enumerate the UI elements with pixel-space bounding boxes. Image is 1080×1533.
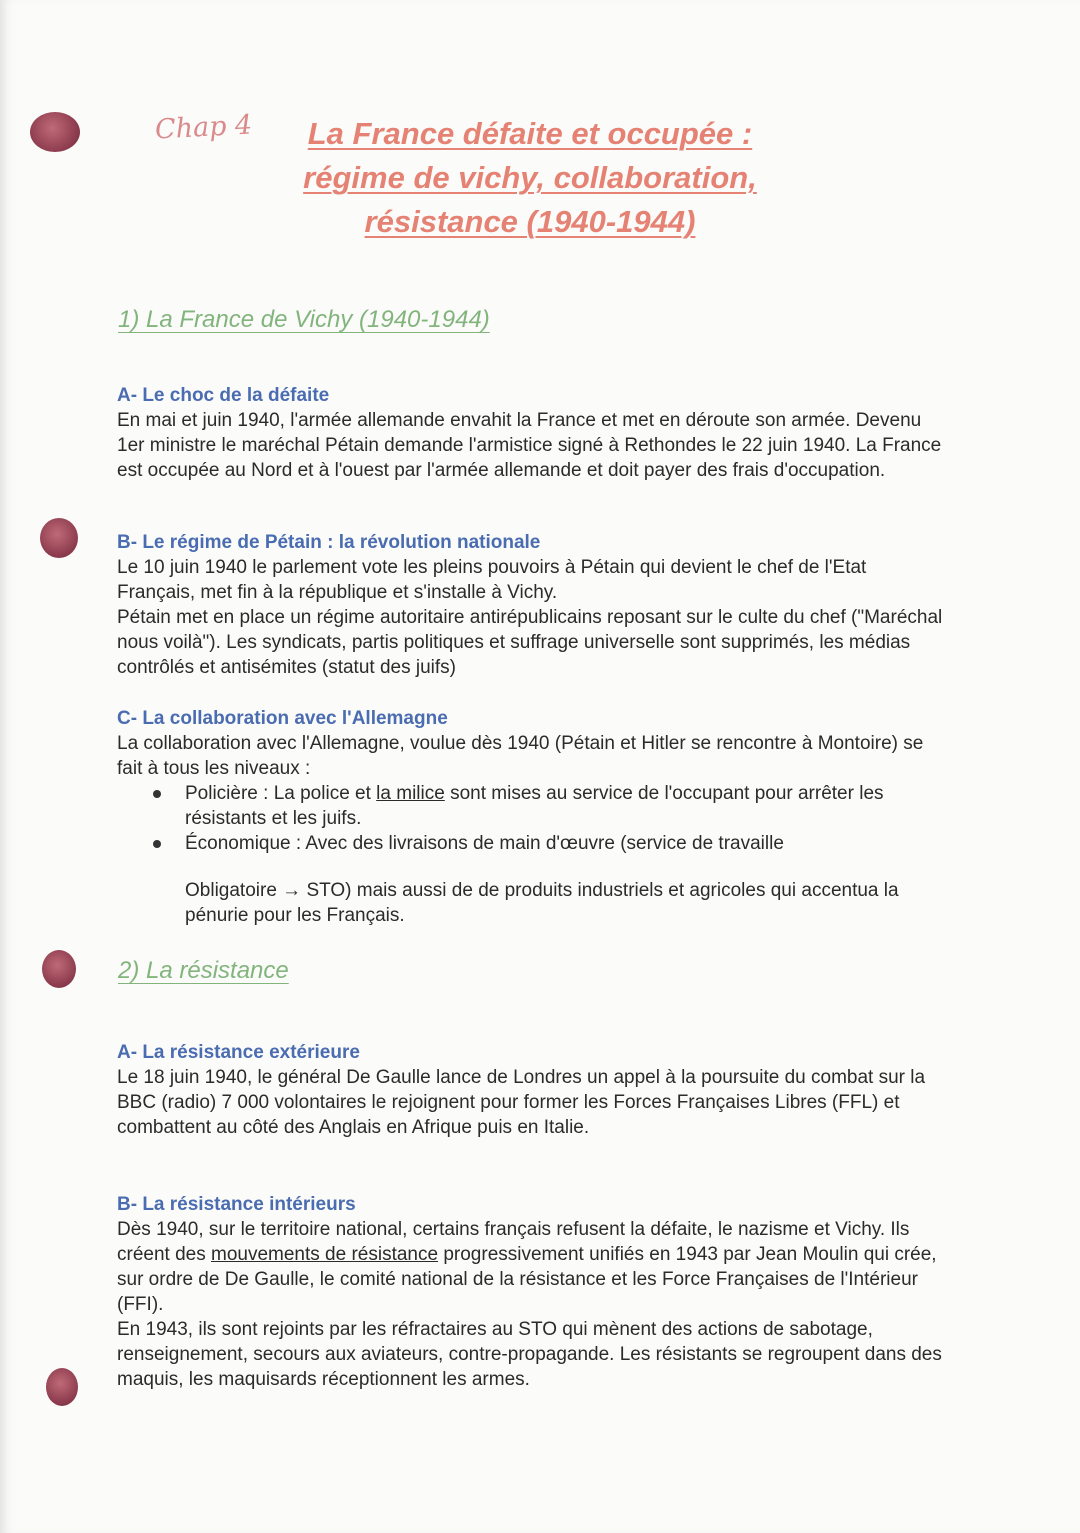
milice-term: la milice bbox=[376, 783, 445, 804]
list-item bbox=[185, 831, 947, 856]
section-1a-heading: A- Le choc de la défaite bbox=[117, 385, 330, 406]
section-1b-text-2: Pétain met en place un régime autoritaire antirépublicains reposant sur le culte du chef ("Maréchal nous voilà"). Les syndicats, partis politiques et suffrage universelle sont supprimés, les médias contrôlés et antisémites (statut des juifs) bbox=[117, 607, 943, 678]
section-2b-text-1 bbox=[117, 1217, 947, 1317]
collaboration-list bbox=[117, 781, 947, 856]
text-fragment: Dès 1940, sur le territoire national, certains français refusent la défaite, le nazisme et Vichy. Ils créent des bbox=[117, 1219, 910, 1265]
binder-hole-3 bbox=[42, 950, 76, 988]
section-2b-text-2: En 1943, ils sont rejoints par les réfractaires au STO qui mènent des actions de sabotage, renseignement, secours aux aviateurs, contre-propagande. Les résistants se regroupent dans des maquis, les maquisards réceptionnent les armes. bbox=[117, 1319, 942, 1390]
section-1a-text: En mai et juin 1940, l'armée allemande envahit la France et met en déroute son armée. Devenu 1er ministre le maréchal Pétain demande l'armistice signé à Rethondes le 22 juin 1940. La France est occupée au Nord et à l'ouest par l'armée allemande et doit payer des frais d'occupation. bbox=[117, 410, 942, 481]
section-2a-text: Le 18 juin 1940, le général De Gaulle lance de Londres un appel à la poursuite du combat sur la BBC (radio) 7 000 volontaires le rejoignent pour former les Forces Françaises Libres (FFL) et combattent au côté des Anglais en Afrique puis en Italie. bbox=[117, 1067, 926, 1138]
section-2b bbox=[117, 1193, 947, 1392]
section-1a bbox=[117, 384, 947, 483]
binder-hole-2 bbox=[40, 518, 78, 558]
binder-hole-4 bbox=[46, 1368, 78, 1406]
mouvements-term: mouvements de résistance bbox=[211, 1244, 439, 1265]
list-item bbox=[185, 781, 947, 831]
section-1b bbox=[117, 531, 947, 680]
title-line-3: résistance (1940-1944) bbox=[364, 204, 696, 239]
list-item-continuation: Obligatoire → STO) mais aussi de de produits industriels et agricoles qui accentua la pénurie pour les Français. bbox=[185, 880, 899, 926]
list-item-text: Économique : Avec des livraisons de main d'œuvre (service de travaille bbox=[185, 833, 784, 854]
section-1-heading: 1) La France de Vichy (1940-1944) bbox=[118, 306, 490, 333]
title-line-1: La France défaite et occupée : bbox=[307, 116, 753, 151]
page-title bbox=[250, 112, 810, 244]
binder-hole-1 bbox=[30, 112, 80, 152]
chapter-label: Chap 4 bbox=[154, 109, 253, 146]
section-2-heading: 2) La résistance bbox=[118, 957, 289, 984]
section-1c bbox=[117, 707, 947, 928]
list-item-text: sont mises au service de l'occupant pour arrêter les résistants et les juifs. bbox=[185, 783, 884, 829]
section-2b-heading: B- La résistance intérieurs bbox=[117, 1194, 356, 1215]
text-fragment: progressivement unifiés en 1943 par Jean Moulin qui crée, sur ordre de De Gaulle, le comité national de la résistance et les Force Françaises de l'Intérieur (FFI). bbox=[117, 1244, 937, 1315]
section-2a bbox=[117, 1041, 947, 1140]
section-1b-heading: B- Le régime de Pétain : la révolution nationale bbox=[117, 532, 541, 553]
list-item-text: Policière : La police et bbox=[185, 783, 377, 804]
section-1c-heading: C- La collaboration avec l'Allemagne bbox=[117, 708, 448, 729]
section-1b-text-1: Le 10 juin 1940 le parlement vote les pleins pouvoirs à Pétain qui devient le chef de l'Etat Français, met fin à la république et s'installe à Vichy. bbox=[117, 557, 867, 603]
section-1c-intro: La collaboration avec l'Allemagne, voulue dès 1940 (Pétain et Hitler se rencontre à Montoire) se fait à tous les niveaux : bbox=[117, 733, 924, 779]
section-2a-heading: A- La résistance extérieure bbox=[117, 1042, 360, 1063]
title-line-2: régime de vichy, collaboration, bbox=[303, 160, 757, 195]
